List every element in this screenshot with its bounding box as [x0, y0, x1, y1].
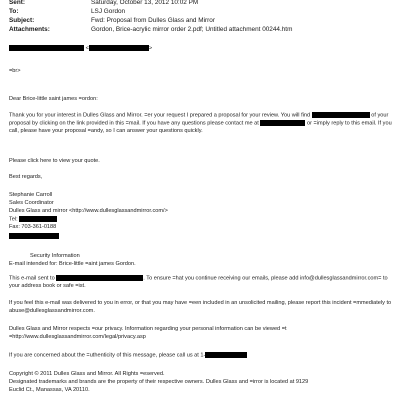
greeting: Dear Brice-little saint james =ordon: — [9, 96, 98, 102]
signature-tel — [9, 216, 57, 223]
paragraph-proposal-part1: Thank you for your interest in Dulles Glass and Mirror. =er your request I prepared a proposal for your review. You will find — [9, 112, 311, 119]
redaction-bar — [56, 275, 143, 281]
email-sent-part2: . To ensure =hat you continue receiving our emails, please add info@dullesglassandmirror.com= to your address book or safe =ist. — [9, 275, 388, 289]
sent-label: Sent: — [9, 0, 25, 6]
redaction-bar — [205, 352, 247, 358]
address-right-bracket: > — [148, 45, 153, 52]
security-intended: E-mail intended for: Brice-little =aint james Gordon. — [9, 261, 136, 267]
redaction-bar — [19, 216, 57, 222]
sent-value: Saturday, October 13, 2012 10:02 PM — [91, 0, 199, 6]
copyright: Copyright © 2011 Dulles Glass and Mirror. All Rights =eserved. — [9, 371, 165, 377]
privacy-paragraph: Dulles Glass and Mirror respects =our privacy. Information regarding your personal information can be viewed =t =http://www.dullesglassandmirror.com/legal/privacy.asp — [9, 326, 287, 340]
email-sent-part1: This e-mail sent to — [9, 275, 55, 282]
redaction-bar — [260, 120, 305, 126]
signature-fax: Fax: 703-361-0188 — [9, 224, 57, 230]
redaction-bar — [9, 233, 59, 239]
to-value: LSJ Gordon — [91, 8, 126, 15]
authenticity-line — [9, 352, 247, 359]
redaction-bar — [89, 45, 149, 51]
tel-label: Tel: — [9, 216, 18, 223]
subject-label: Subject: — [9, 17, 35, 24]
email-sent-paragraph — [9, 275, 393, 290]
company-address: Euclid Ct., Manassas, VA 20110. — [9, 387, 90, 393]
attachments-value: Gordon, Brice-acrylic mirror order 2.pdf; Untitled attachment 00244.htm — [91, 26, 293, 33]
br-tag-text: =br> — [9, 68, 21, 74]
authenticity-text: If you are concerned about the =uthenticity of this message, please call us at 1- — [9, 352, 206, 359]
signature-name: Stephanie Carroll — [9, 192, 53, 198]
attachments-label: Attachments: — [9, 26, 50, 33]
signature-company[interactable]: Dulles Glass and mirror <http://www.dullesglassandmirror.com/> — [9, 208, 168, 214]
error-paragraph: If you feel this e-mail was delivered to you in error, or that you may have =een included in an unsolicited mailing, please report this incident =mmediately to abuse@dullesglassandmirror.com. — [9, 300, 392, 314]
signature-title: Sales Coordinator — [9, 200, 54, 206]
trademark-notice: Designated trademarks and brands are the property of their respective owners. Dulles Glass and =irror is located at 9129 — [9, 379, 309, 385]
to-label: To: — [9, 8, 19, 15]
regards: Best regards, — [9, 174, 43, 180]
security-heading: Security Information — [30, 253, 80, 259]
redaction-bar — [9, 45, 84, 51]
redacted-address-line — [9, 45, 152, 52]
redaction-bar — [312, 112, 370, 118]
address-left-bracket: < — [85, 45, 89, 52]
subject-value: Fwd: Proposal from Dulles Glass and Mirror — [91, 17, 215, 24]
view-quote-link[interactable]: Please click here to view your quote. — [9, 158, 100, 164]
paragraph-proposal-part3: or =imply reply to this email. If you call, please have your proposal =andy, so I can answer your questions quickly. — [9, 120, 392, 134]
paragraph-proposal-part2: of your proposal by clicking on the link provided in this =mail. If you have any questions please contact me at — [9, 112, 389, 127]
paragraph-proposal — [9, 112, 393, 135]
